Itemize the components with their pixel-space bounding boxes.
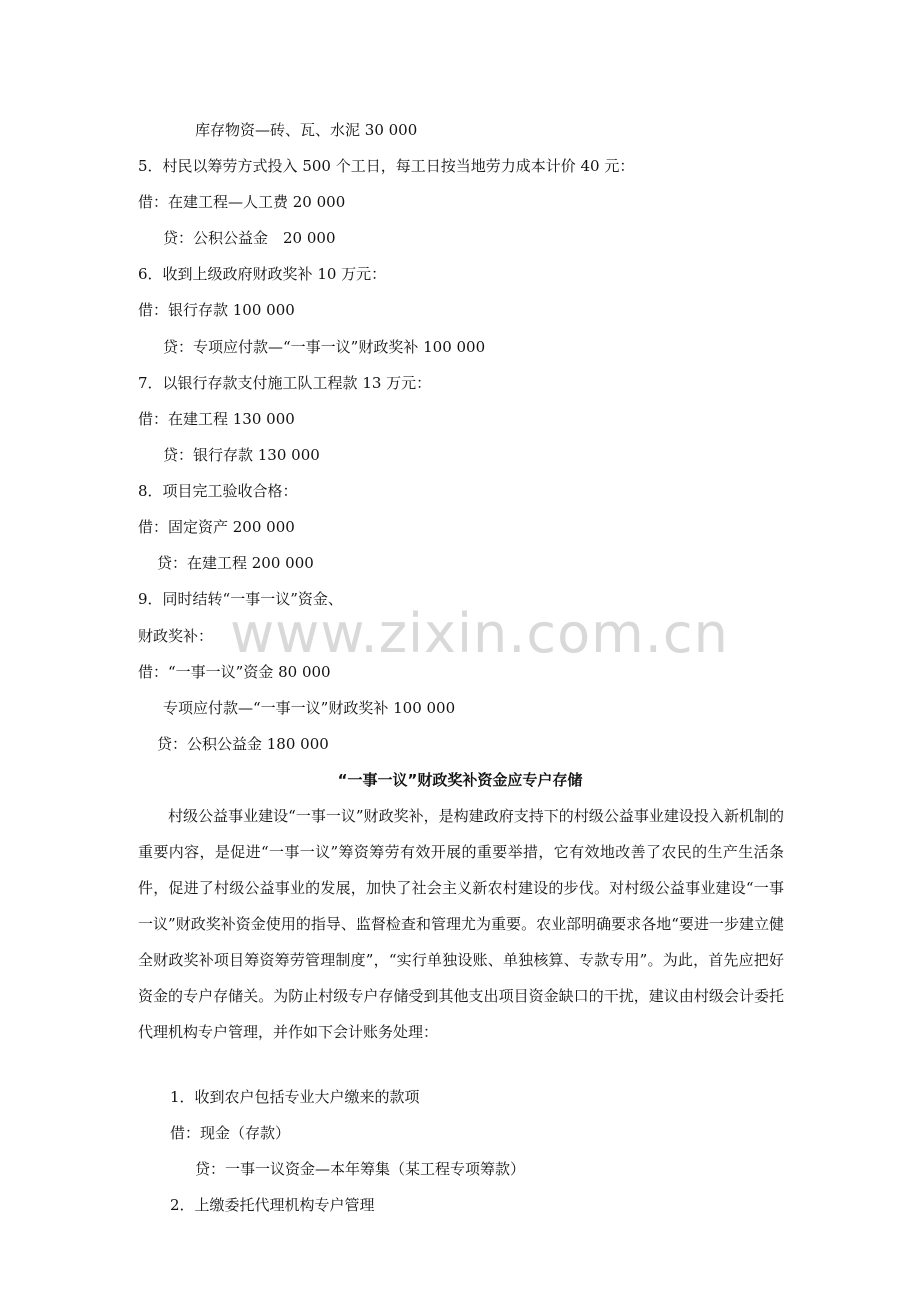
step-line: 2．上缴委托代理机构专户管理 <box>170 1196 375 1214</box>
journal-entry-line: 6．收到上级政府财政奖补 10 万元： <box>138 265 387 283</box>
journal-entry-line: 专项应付款—“一事一议”财政奖补 100 000 <box>163 699 456 717</box>
step-line: 1．收到农户包括专业大户缴来的款项 <box>170 1088 420 1106</box>
step-line: 贷：一事一议资金—本年筹集（某工程专项筹款） <box>195 1160 526 1178</box>
journal-entry-line: 7．以银行存款支付施工队工程款 13 万元： <box>138 374 432 392</box>
watermark: www.zixin.com.cn <box>230 602 729 665</box>
journal-entry-line: 借：银行存款 100 000 <box>138 301 295 319</box>
step-line: 借：现金（存款） <box>170 1124 291 1142</box>
journal-entry-line: 8．项目完工验收合格： <box>138 482 298 500</box>
journal-entry-line: 库存物资—砖、瓦、水泥 30 000 <box>195 121 418 139</box>
journal-entry-line: 财政奖补： <box>138 627 214 645</box>
journal-entry-line: 借：固定资产 200 000 <box>138 518 295 536</box>
journal-entry-line: 贷：在建工程 200 000 <box>157 554 314 572</box>
journal-entry-line: 借：在建工程 130 000 <box>138 410 295 428</box>
journal-entry-line: 9．同时结转“一事一议”资金、 <box>138 590 343 608</box>
journal-entry-line: 贷：公积公益金 20 000 <box>163 229 336 247</box>
journal-entry-line: 5．村民以筹劳方式投入 500 个工日，每工日按当地劳力成本计价 40 元： <box>138 157 635 175</box>
section-title: “一事一议”财政奖补资金应专户存储 <box>337 771 583 789</box>
journal-entry-line: 贷：银行存款 130 000 <box>163 446 320 464</box>
body-paragraph: 村级公益事业建设“一事一议”财政奖补，是构建政府支持下的村级公益事业建设投入新机制的重要内容，是促进“一事一议”筹资筹劳有效开展的重要举措，它有效地改善了农民的生产生活条件，促进了村级公益事业的发展，加快了社会主义新农村建设的步伐。对村级公益事业建设“一事一议”财政奖补资金使用的指导、监督检查和管理尤为重要。农业部明确要求各地“要进一步建立健全财政奖补项目筹资筹劳管理制度”，“实行单独设账、单独核算、专款专用”。为此，首先应把好资金的专户存储关。为防止村级专户存储受到其他支出项目资金缺口的干扰，建议由村级会计委托代理机构专户管理，并作如下会计账务处理： <box>138 807 784 1041</box>
journal-entry-line: 贷：公积公益金 180 000 <box>157 735 329 753</box>
journal-entry-line: 借：在建工程—人工费 20 000 <box>138 193 346 211</box>
journal-entry-line: 贷：专项应付款—“一事一议”财政奖补 100 000 <box>163 338 486 356</box>
journal-entry-line: 借：“一事一议”资金 80 000 <box>138 663 331 681</box>
